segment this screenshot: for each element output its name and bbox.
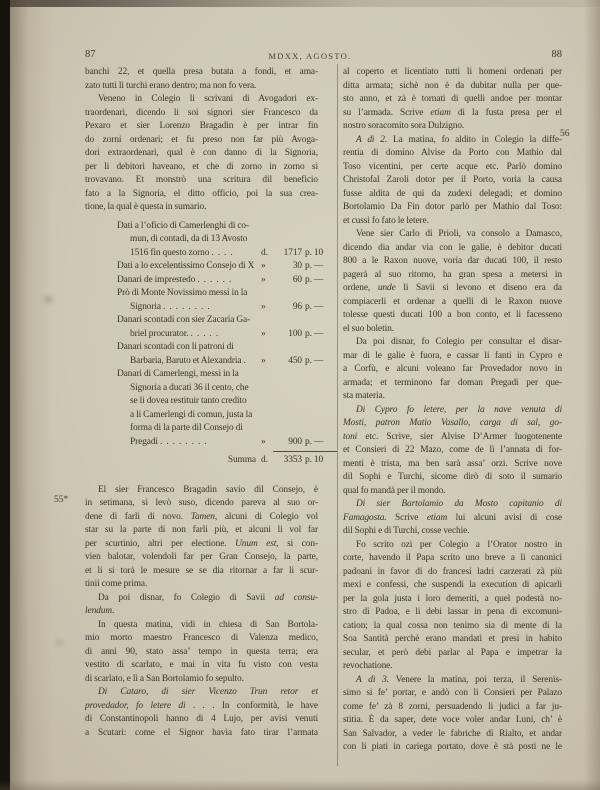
text-line: Bortolamio Da Fin dotor parlò per Mathio dal Toso: <box>343 202 562 212</box>
ledger-row: Signoria a ducati 36 il cento, che <box>130 382 249 393</box>
ledger-row: mun, di contadi, da di 13 Avosto <box>130 234 248 244</box>
text-line: al coperto et licentiato tutti li homeni ordenati per <box>343 67 562 77</box>
text-line: mio morto maestro Francesco di Valenza medico, <box>85 633 318 643</box>
paper-stain <box>56 640 63 646</box>
ledger-summa-row: Summa d. 3353 p. 10 <box>227 455 324 465</box>
ledger-row: Danari scontadi con li patroni di <box>117 342 234 352</box>
text-line: fusse aldita de qui da zudexi delegadi; et domino <box>343 188 562 199</box>
ledger-row: se li dovea restituir tanto credito <box>130 396 247 406</box>
account-ledger <box>85 220 339 468</box>
text-line: Di Cataro, di sier Vicenzo Trun retor et <box>98 687 318 697</box>
text-line: Famagosta. Scrive etiam lui alcuni avisi di cose <box>343 512 562 523</box>
text-line: A dì 2. La matina, fo aldito in Colegio la diffe- <box>356 134 562 145</box>
ledger-row: forma di la parte dil Consejo di <box>130 423 243 433</box>
text-line: In questa matina, vidi in chiesa di San Bortola- <box>98 619 318 630</box>
text-line: Christofal Zaroli dotor per il Porto, voria la causa <box>343 175 562 185</box>
text-line: a Corfù, e alcuni voleano far Provedador novo in <box>343 364 562 374</box>
text-line: in setimana, si levò suso, dicendo pareva al suo or- <box>85 498 318 508</box>
text-line: Fo scrito ozi per Colegio a l’Orator nostro in <box>356 539 562 550</box>
summa-rule <box>273 451 337 452</box>
text-line: trovavano. Et monstrò una scritura dil beneficio <box>85 175 318 185</box>
text-line: su l’armada. Scrive etiam di la fusta presa per el <box>343 107 562 118</box>
text-line: mar di le galie è fuora, e cassar li fanti in Cypro e <box>343 350 562 361</box>
text-line: per la gola justa i loro demeriti, a quel podestà no- <box>343 593 562 604</box>
ledger-row: Danari de imprestedo . . . . . . » 60 p. — <box>117 274 324 285</box>
text-line: armada; et terminono far doman Pregadi per que- <box>343 377 562 388</box>
text-line: et cussì fo fato le letere. <box>343 215 429 226</box>
text-line: corte, havendo il Papa scrito uno breve a li canonici <box>343 553 562 563</box>
text-line: stitia. È da saper, dete voce voler andar Luni, ch’ è <box>343 715 562 725</box>
text-line: Toso vicentini, per certe acque etc. Parlò domino <box>343 161 562 172</box>
ledger-row: Signoria . . . . . . . . » 96 p. — <box>130 301 324 312</box>
text-line: di scarlato, e lì a San Bortolamio fo sepulto. <box>85 673 244 684</box>
text-line: ditta armata; sichè non è da dubitar nulla per que- <box>343 80 562 91</box>
text-line: menti è trista, ma ben sarà assa’ orzi. Scrive nove <box>343 458 562 469</box>
text-line: sto anno, et zà è tornati di quelli andoe per montar <box>343 94 562 104</box>
text-line: cation; la qual cossa non tenimo sia di mente di la <box>343 620 562 631</box>
page-number-right: 88 <box>551 49 562 60</box>
text-line: A dì 3. Venere la matina, poi terza, il Serenis- <box>356 674 562 685</box>
text-line: provedador, fo letere di . . . In conformità, le have <box>85 700 318 711</box>
text-line: compiacerli et ordenar a quelli di le Raxon nuove <box>343 296 562 307</box>
text-line: lendum. <box>85 606 115 616</box>
text-line: zato tutti li turchi erano dentro; ma non fo vera. <box>85 80 257 91</box>
text-line: do zorni ordenari; et fu preso non far più Avoga- <box>85 134 318 145</box>
text-line: stro di Padoa, e li debi lassar in pena di excomuni- <box>343 607 562 617</box>
text-column-left <box>85 66 324 740</box>
text-line: El sier Francesco Bragadin savio dil Consejo, è <box>98 484 318 495</box>
text-line: di Constantinopoli hanno di 4 Lujo, per avisi venuti <box>85 714 318 724</box>
text-line: tione, la qual è questa in sumario. <box>85 202 207 212</box>
text-line: per scurtinio, altri per electione. Unum est, si con- <box>85 538 318 549</box>
text-line: tolesse questi ducati 100 a bon conto, et li facesseno <box>343 310 562 320</box>
text-line: dene di farli di novo. Tamen, alcuni di Colegio vol <box>85 511 318 522</box>
text-line: Soa Santità perchè erano mandati et presi in habito <box>343 634 562 644</box>
paper-stain <box>44 296 53 303</box>
text-column-right <box>343 66 562 755</box>
text-line: 800 a le Raxon nuove, voria dar ducati 100, il resto <box>343 256 562 266</box>
text-line: per li debitori haveano, et che di zorno in zorno si <box>85 161 318 172</box>
text-line: vestito di scarlato, e mai in vita fu visto con vesta <box>85 660 318 670</box>
text-line: rentia di domino Alvise da Porto con Mathio dal <box>343 148 562 158</box>
text-line: fato a la Signoria, el ditto officio, poi la sua crea- <box>85 188 318 199</box>
folio-margin-note-right: 56 <box>560 129 570 139</box>
ledger-row: Pregadi . . . . . . . . » 900 p. — <box>130 436 324 447</box>
text-line: toni etc. Scrive, sier Alvise D’Armer luogotenente <box>343 431 562 442</box>
ledger-row: Dati a lo excelentissimo Consejo di X » 30 p. — <box>117 261 324 271</box>
book-spine-shadow <box>0 0 10 790</box>
ledger-row: Dati a l’oficio di Camerlenghi di co- <box>117 220 250 231</box>
text-line: Di sier Bartolamio da Mosto capitanio di <box>356 499 562 509</box>
text-line: nostro soracomito sora Dulzigno. <box>343 121 465 131</box>
text-line: et Consieri di 22 Mazo, come de lì l’annata di for- <box>343 445 562 455</box>
text-line: a Scutari: come el Signor havia fato tirar l’armata <box>85 727 318 738</box>
text-line: banchi 22, et quella presa butata a fondi, et ama- <box>85 67 318 77</box>
scan-edge-top <box>0 0 600 7</box>
paragraph-gap <box>85 468 318 484</box>
folio-margin-note-left: 55* <box>54 495 69 505</box>
text-line: con li piati in cariega portato, dove è stà posti ne le <box>343 742 562 752</box>
text-line: di anni 90, stato assa’ tempo in questa terra; era <box>85 646 318 657</box>
text-line: simo si fe’ portar, e andò con li Consieri per Palazo <box>343 688 562 698</box>
text-line: San Salvador, a veder le fabriche di Rialto, et andar <box>343 728 562 739</box>
column-divider-rule <box>337 64 338 766</box>
text-line: dori extraordenari, qual è con danno di la Signoria, <box>85 148 318 158</box>
scan-edge-right <box>584 0 600 790</box>
gutter-shadow <box>10 0 52 790</box>
text-line: mexi e confessi, che suspendi la execution di apicarli <box>343 580 562 590</box>
scan-edge-bottom <box>0 780 600 790</box>
ledger-row: 1516 fin questo zorno . . . . d. 1717 p. 10 <box>130 247 324 258</box>
text-line: star su la parte di non farli più, et alcuni li vol far <box>85 525 318 535</box>
text-line: Veneno in Colegio li scrivani di Avogadori ex- <box>98 94 318 104</box>
text-line: ordene, unde li Savii si levono et diseno era da <box>343 283 562 293</box>
text-line: Mosti, patron Matio Vasallo, carga di sal, go- <box>343 418 562 428</box>
text-line: Pexaro et sier Lorenzo Bragadin è per intrar fin <box>85 121 318 131</box>
text-line: pagerà al suo ritorno, ha gran spesa a metersi in <box>343 269 562 280</box>
ledger-row: Danari scontadi con sier Zacaria Ga- <box>117 315 251 325</box>
text-line: dil Sophi e Turchi, sicome dirò di soto il sumario <box>343 472 562 482</box>
page-number-left: 87 <box>85 49 96 60</box>
ledger-row: Danari di Camerlengi, messi in la <box>117 369 239 379</box>
text-line: padoani in favor di do francesi ladri carzerati zà più <box>343 566 562 577</box>
text-line: Di Cypro fo letere, per la nave venuta di <box>356 404 562 415</box>
text-line: dicendo dia andar via con le galie, è debitor ducati <box>343 242 562 253</box>
ledger-row: a li Camerlengi di comun, justa la <box>130 409 253 420</box>
running-title: MDXX, AGOSTO. <box>268 51 352 61</box>
text-line: revochatione. <box>343 661 393 671</box>
text-line: Vene sier Carlo di Prioli, va consolo a Damasco, <box>356 229 562 239</box>
text-line: et li si torà le mesure se se dia ritornar a far li scur- <box>85 565 318 576</box>
ledger-row: briel procurator. . . . . . » 100 p. — <box>130 328 324 339</box>
text-line: qual fo mandà per il mondo. <box>343 485 446 496</box>
text-line: dil Sophi e di Turchi, cosse vechie. <box>343 526 470 536</box>
ledger-row: Barbaria, Baruto et Alexandria . » 450 p. — <box>130 355 324 366</box>
text-line: Da poi disnar, fo Colegio di Savii ad consu- <box>98 592 318 603</box>
text-line: secular, et però debi parlar al Papa e impetrar la <box>343 647 562 658</box>
text-line: vien balotar, volendoli far per Gran Consejo, la parte, <box>85 552 318 562</box>
text-line: tinii come prima. <box>85 579 148 589</box>
text-line: Da poi disnar, fo Colegio per consultar el disar- <box>356 337 562 347</box>
text-line: el suo boletin. <box>343 323 394 334</box>
text-line: come fe’ zà 8 zorni, persuadendo li judici a far ju- <box>343 701 562 712</box>
ledger-row: Prò di Monte Novissimo messi in la <box>117 288 248 298</box>
text-line: traordenari, dicendo li soi signori sier Francesco da <box>85 107 318 118</box>
text-line: sta materia. <box>343 391 385 401</box>
